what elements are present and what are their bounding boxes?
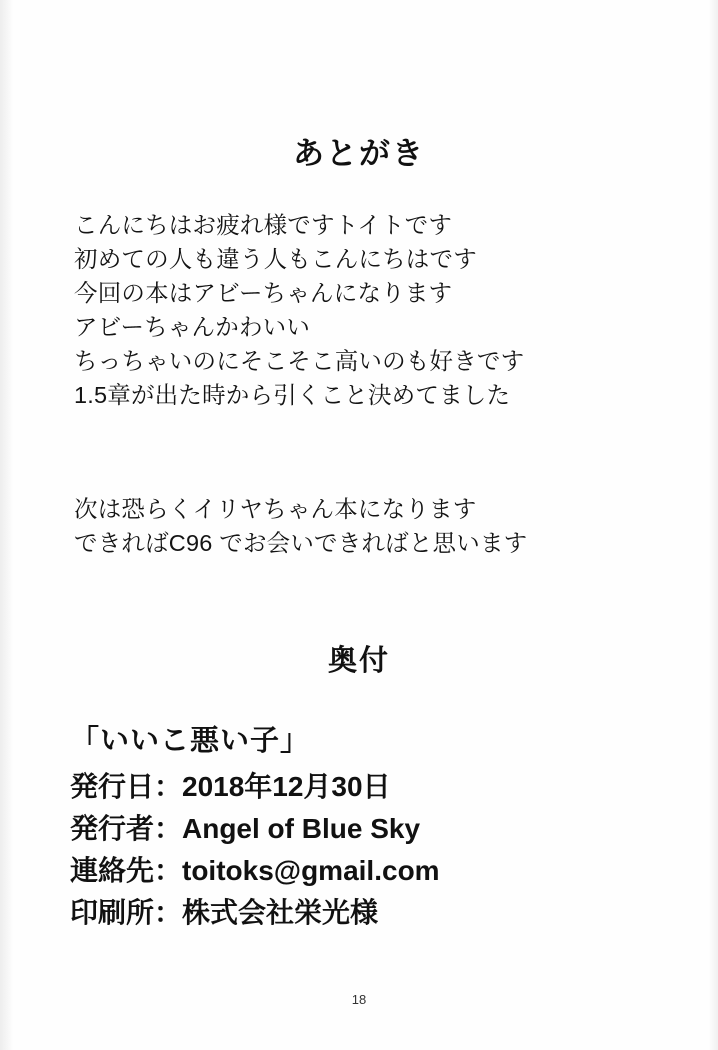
colophon-heading: 奥付	[327, 645, 390, 677]
colophon-row: 連絡先：toitoks@gmail.com	[70, 855, 440, 886]
afterword-line: ちっちゃいのにそこそこ高いのも好きです	[74, 348, 525, 374]
colophon-title: 「いいこ悪い子」	[70, 725, 311, 757]
colophon-list	[70, 766, 670, 934]
page-number: 18	[351, 992, 367, 1007]
afterword-line: 次は恐らくイリヤちゃん本になります	[74, 496, 477, 522]
afterword-body-second-paragraph	[74, 492, 644, 560]
colophon-row: 発行者：Angel of Blue Sky	[70, 813, 421, 844]
afterword-line: 今回の本はアビーちゃんになります	[74, 280, 453, 306]
colophon-row: 発行日：2018年12月30日	[70, 771, 391, 802]
afterword-line: 1.5章が出た時から引くこと決めてました	[74, 382, 511, 408]
afterword-line: 初めての人も違う人もこんにちはです	[74, 246, 477, 272]
afterword-line: アビーちゃんかわいい	[74, 314, 311, 340]
afterword-body	[74, 208, 644, 412]
colophon-row: 印刷所：株式会社栄光様	[70, 897, 379, 928]
afterword-line: できればC96 でお会いできればと思います	[74, 530, 528, 556]
afterword-line: こんにちはお疲れ様ですトイトです	[74, 212, 453, 238]
afterword-heading: あとがき	[293, 136, 425, 171]
